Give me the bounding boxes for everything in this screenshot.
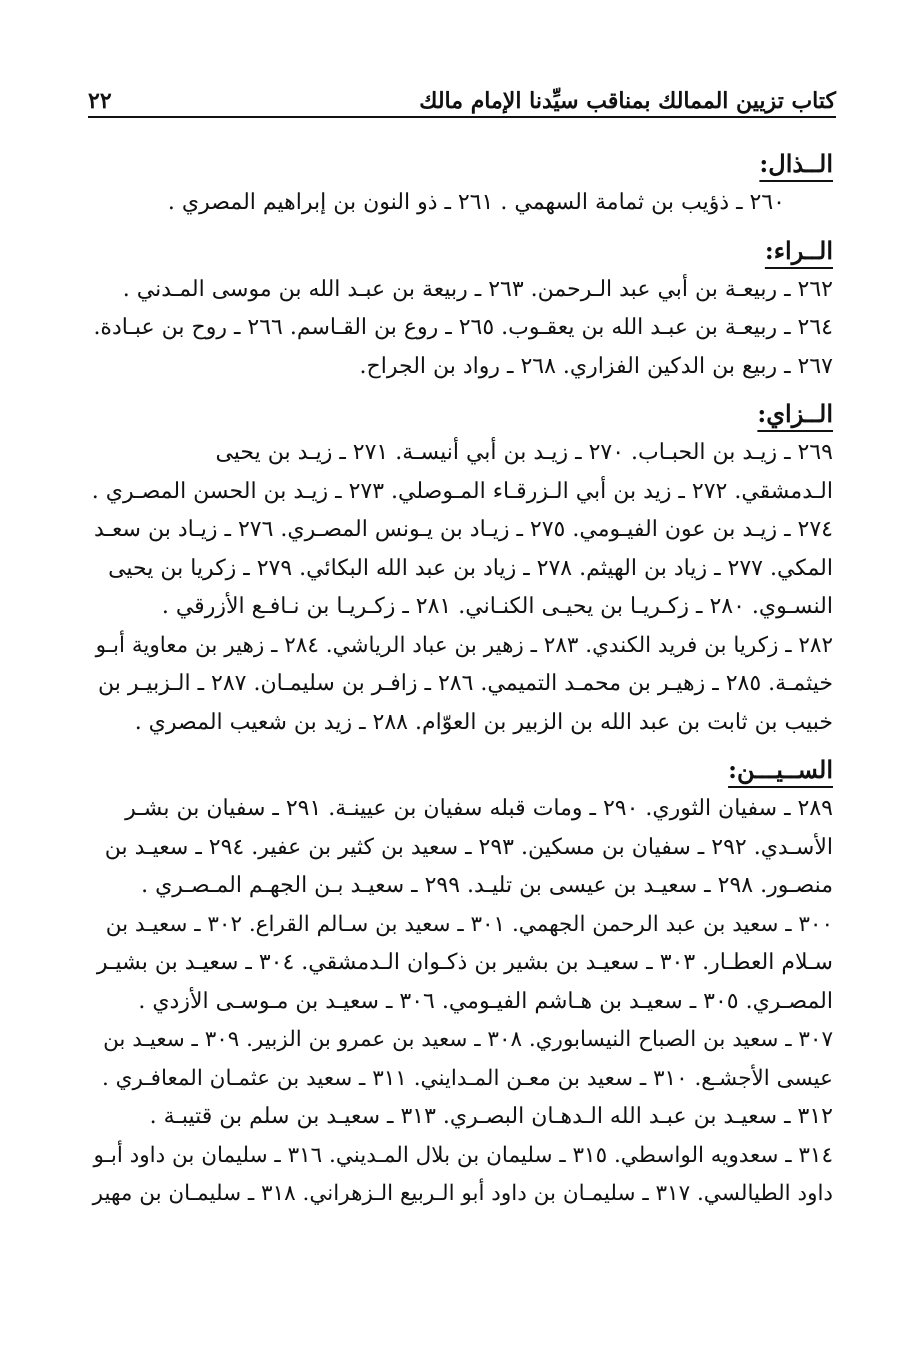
section-zay bbox=[91, 394, 833, 742]
entries-block bbox=[91, 790, 833, 1214]
entry-line: ٢٦٤ ـ ربيعـة بن عبـد الله بن يعقـوب. ٢٦٥ ـ روع بن القـاسم. ٢٦٦ ـ روح بن عبـادة. bbox=[93, 315, 833, 340]
entry-line: المكي. ٢٧٧ ـ زياد بن الهيثم. ٢٧٨ ـ زياد بن عبد الله البكائي. ٢٧٩ ـ زكريا بن يحيى bbox=[108, 555, 833, 581]
entry-line: ٢٦٧ ـ ربيع بن الدكين الفزاري. ٢٦٨ ـ رواد بن الجراح. bbox=[359, 353, 833, 379]
entry-line: المصـري. ٣٠٥ ـ سعيـد بن هـاشم الفيـومي. ٣٠٦ ـ سعيـد بن مـوسـى الأزدي . bbox=[138, 988, 833, 1014]
section-heading: الــراء: bbox=[764, 235, 833, 265]
entry-line: داود الطيالسي. ٣١٧ ـ سليمـان بن داود أبو الـربيع الـزهراني. ٣١٨ ـ سليمـان بن مهير bbox=[92, 1181, 833, 1206]
entry-line: ٢٦٢ ـ ربيعـة بن أبي عبد الـرحمن. ٢٦٣ ـ ربيعة بن عبـد الله بن موسى المـدني . bbox=[122, 276, 833, 302]
entries-block bbox=[91, 271, 833, 387]
entry-line: ٢٦٩ ـ زيـد بن الحبـاب. ٢٧٠ ـ زيـد بن أبي أنيسـة. ٢٧١ ـ زيـد بن يحيى bbox=[215, 440, 833, 465]
entry-line: ٣٠٠ ـ سعيد بن عبد الرحمن الجهمي. ٣٠١ ـ سعيد بن سـالم القراع. ٣٠٢ ـ سعيـد بن bbox=[105, 911, 833, 937]
section-heading: الــزاي: bbox=[757, 399, 833, 428]
entry-line: ٢٨٩ ـ سفيان الثوري. ٢٩٠ ـ ومات قبله سفيان بن عيينـة. ٢٩١ ـ سفيان بن بشـر bbox=[125, 796, 833, 821]
entry-line: خيثمـة. ٢٨٥ ـ زهيـر بن محمـد التميمي. ٢٨٦ ـ زافـر بن سليمـان. ٢٨٧ ـ الـزبيـر بن bbox=[97, 671, 833, 696]
section-heading: الــذال: bbox=[759, 149, 833, 178]
book-title: كتاب تزيين الممالك بمناقب سيِّدنا الإمام مالك bbox=[419, 88, 836, 114]
entry-line: خبيب بن ثابت بن عبد الله بن الزبير بن العوّام. ٢٨٨ ـ زيد بن شعيب المصري . bbox=[134, 709, 833, 735]
entry-line: سـلام العطـار. ٣٠٣ ـ سعيـد بن بشير بن ذكـوان الـدمشقي. ٣٠٤ ـ سعيـد بن بشيـر bbox=[96, 950, 833, 975]
section-heading: الســيـــن: bbox=[728, 755, 833, 784]
entry-line: الأسـدي. ٢٩٢ ـ سفيان بن مسكين. ٢٩٣ ـ سعيد بن كثير بن عفير. ٢٩٤ ـ سعيـد بن bbox=[104, 834, 833, 860]
section-ra bbox=[91, 231, 833, 387]
header-rule bbox=[88, 116, 836, 118]
entries-block bbox=[91, 184, 833, 223]
entry-line: ٢٧٤ ـ زيـد بن عون الفيـومي. ٢٧٥ ـ زيـاد بن يـونس المصـري. ٢٧٦ ـ زيـاد بن سعـد bbox=[93, 517, 833, 542]
page-header bbox=[88, 78, 836, 114]
entry-line: ٣١٢ ـ سعيـد بن عبـد الله الـدهـان البصـري. ٣١٣ ـ سعيـد بن سلم بن قتيبـة . bbox=[149, 1104, 833, 1129]
entry-line: النسـوي. ٢٨٠ ـ زكـريـا بن يحيـى الكنـاني. ٢٨١ ـ زكـريـا بن نـافـع الأزرقي . bbox=[161, 594, 833, 619]
entry-line: عيسى الأجشـع. ٣١٠ ـ سعيد بن معـن المـدايني. ٣١١ ـ سعيد بن عثمـان المعافـري . bbox=[102, 1065, 833, 1091]
entry-line: ٣١٤ ـ سعدويه الواسطي. ٣١٥ ـ سليمان بن بلال المـديني. ٣١٦ ـ سليمان بن داود أبـو bbox=[93, 1142, 833, 1168]
page-number: ٢٢ bbox=[88, 88, 112, 114]
entry-line: ٣٠٧ ـ سعيد بن الصباح النيسابوري. ٣٠٨ ـ سعيد بن عمرو بن الزبير. ٣٠٩ ـ سعيـد بن bbox=[103, 1027, 833, 1052]
section-dhal bbox=[91, 144, 833, 223]
entry-line: منصـور. ٢٩٨ ـ سعيـد بن عيسى بن تليـد. ٢٩٩ ـ سعيـد بـن الجهـم المـصـري . bbox=[141, 873, 833, 898]
page-body bbox=[91, 140, 833, 1222]
entry-line: ٢٨٢ ـ زكريا بن فريد الكندي. ٢٨٣ ـ زهير بن عباد الرياشي. ٢٨٤ ـ زهير بن معاوية أبـو bbox=[95, 632, 833, 658]
entry-line: الـدمشقي. ٢٧٢ ـ زيد بن أبي الـزرقـاء المـوصلي. ٢٧٣ ـ زيـد بن الحسن المصـري . bbox=[91, 478, 833, 504]
entries-block bbox=[91, 434, 833, 742]
entry-line: ٢٦٠ ـ ذؤيب بن ثمامة السهمي . ٢٦١ ـ ذو النون بن إبراهيم المصري . bbox=[167, 190, 785, 215]
section-sin bbox=[91, 750, 833, 1214]
